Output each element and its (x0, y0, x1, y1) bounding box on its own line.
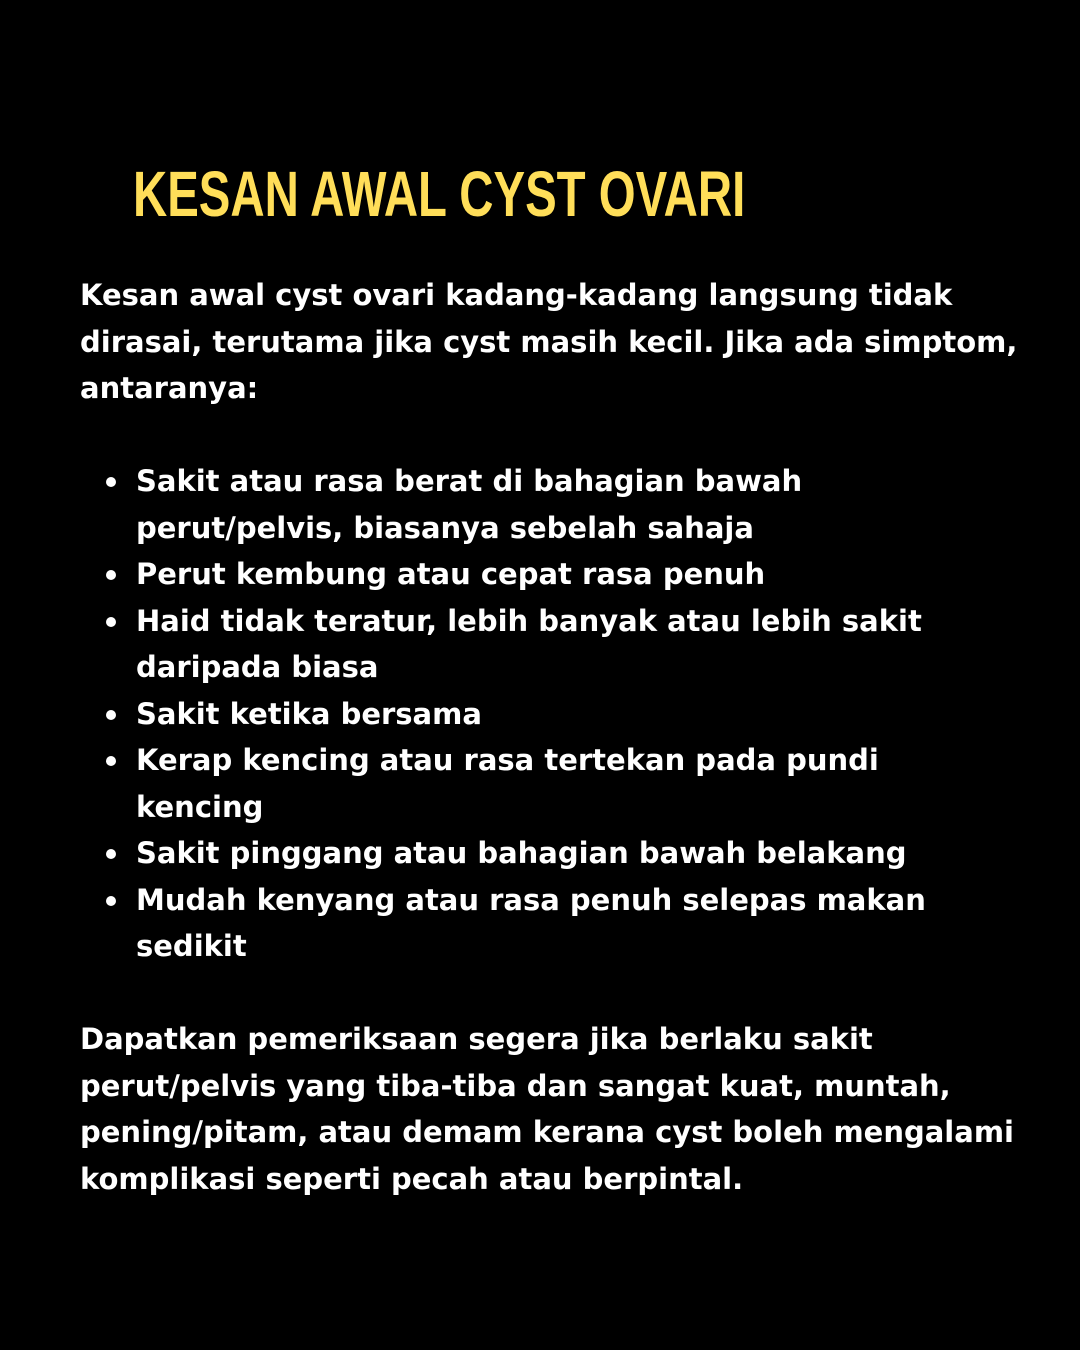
list-item-text: Sakit atau rasa berat di bahagian bawah perut/pelvis, biasanya sebelah sahaja (136, 464, 803, 545)
list-item-text: Kerap kencing atau rasa tertekan pada pundi kencing (136, 743, 879, 824)
bullet-icon (106, 710, 116, 720)
list-item-text: Mudah kenyang atau rasa penuh selepas makan sedikit (136, 882, 926, 963)
list-item-text: Haid tidak teratur, lebih banyak atau lebih sakit daripada biasa (136, 603, 922, 684)
warning-paragraph: Dapatkan pemeriksaan segera jika berlaku sakit perut/pelvis yang tiba-tiba dan sangat kuat, muntah, pening/pitam, atau demam kerana cyst boleh mengalami komplikasi seperti pecah atau berpintal. (80, 1022, 1014, 1196)
bullet-icon (106, 849, 116, 859)
list-item-text: Perut kembung atau cepat rasa penuh (136, 557, 766, 591)
list-item (136, 691, 1016, 738)
bullet-icon (106, 570, 116, 580)
list-item (136, 551, 1016, 598)
bullet-icon (106, 756, 116, 766)
list-item-text: Sakit ketika bersama (136, 696, 482, 731)
symptom-list (80, 458, 1030, 970)
bullet-icon (106, 617, 116, 627)
list-item (136, 737, 1016, 830)
list-item (136, 830, 1016, 877)
list-item (136, 598, 1016, 691)
list-item (136, 877, 1016, 970)
list-item (136, 458, 1016, 551)
page-title: KESAN AWAL CYST OVARI (133, 158, 746, 230)
body-content (80, 272, 1030, 1202)
list-item-text: Sakit pinggang atau bahagian bawah belakang (136, 836, 907, 870)
intro-paragraph: Kesan awal cyst ovari kadang-kadang langsung tidak dirasai, terutama jika cyst masih kecil. Jika ada simptom, antaranya: (80, 278, 1018, 405)
bullet-icon (106, 896, 116, 906)
bullet-icon (106, 477, 116, 487)
